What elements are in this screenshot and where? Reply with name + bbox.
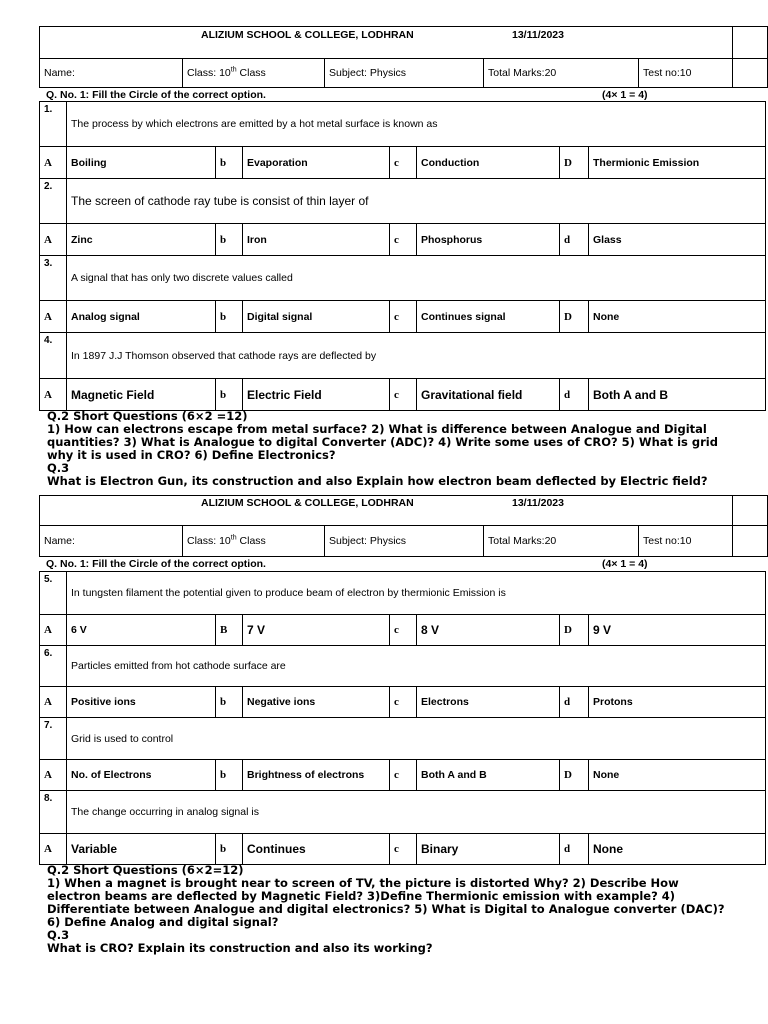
question-text: The process by which electrons are emitted by a hot metal surface is known as [67,102,766,147]
option-letter: c [390,615,417,646]
question-text: The change occurring in analog signal is [67,791,766,834]
question-text: In 1897 J.J Thomson observed that cathode rays are deflected by [67,333,766,379]
total-marks-field: Total Marks:20 [484,526,639,557]
option-letter: d [560,687,589,718]
option-c: Conduction [417,147,560,179]
option-a: Positive ions [67,687,216,718]
option-letter: B [216,615,243,646]
school-name: ALIZIUM SCHOOL & COLLEGE, LODHRAN [201,497,414,509]
header-table-2 [39,495,768,557]
option-letter: d [560,224,589,256]
option-letter: c [390,834,417,865]
option-letter: d [560,834,589,865]
option-a: Zinc [67,224,216,256]
question-number: 3. [40,256,67,301]
test-no-field: Test no:10 [639,526,733,557]
option-c: Continues signal [417,301,560,333]
mcq-table-2 [39,571,766,865]
option-d: Thermionic Emission [589,147,766,179]
option-a: Analog signal [67,301,216,333]
option-d: Protons [589,687,766,718]
q1-heading: Q. No. 1: Fill the Circle of the correct option. (4× 1 = 4) [46,558,648,570]
option-d: 9 V [589,615,766,646]
option-d: None [589,301,766,333]
option-d: None [589,834,766,865]
option-letter: A [40,301,67,333]
option-letter: D [560,760,589,791]
option-d: Glass [589,224,766,256]
option-letter: A [40,224,67,256]
option-c: 8 V [417,615,560,646]
question-text: Grid is used to control [67,718,766,760]
option-b: Evaporation [243,147,390,179]
option-letter: c [390,687,417,718]
q2-heading: Q.2 Short Questions (6×2 =12) [47,409,248,423]
subject-field: Subject: Physics [325,59,484,88]
option-letter: A [40,147,67,179]
option-letter: b [216,834,243,865]
option-b: Digital signal [243,301,390,333]
option-letter: b [216,760,243,791]
option-c: Gravitational field [417,379,560,411]
option-a: Boiling [67,147,216,179]
q3-heading: Q.3 [47,928,70,942]
option-c: Electrons [417,687,560,718]
option-letter: b [216,147,243,179]
q3-text: What is Electron Gun, its construction and also Explain how electron beam deflected by Electric field? [47,474,708,488]
option-letter: c [390,224,417,256]
option-c: Phosphorus [417,224,560,256]
q2-text: 1) When a magnet is brought near to screen of TV, the picture is distorted Why? 2) Describe How electron beams are deflected by Magnetic Field? 3)Define Thermionic emission with example? 4) Differentiate between Analogue and digital electronics? 5) What is Digital to Analogue converter (DAC)? 6) Define Analog and digital signal? [47,876,725,929]
option-a: Magnetic Field [67,379,216,411]
option-letter: A [40,834,67,865]
class-field: Class: 10th Class [183,526,325,557]
option-letter: b [216,379,243,411]
q2-heading: Q.2 Short Questions (6×2=12) [47,863,244,877]
question-number: 2. [40,179,67,224]
mcq-table-1 [39,101,766,411]
option-b: Negative ions [243,687,390,718]
q1-marks: (4× 1 = 4) [602,558,648,570]
option-d: None [589,760,766,791]
option-letter: A [40,760,67,791]
option-a: 6 V [67,615,216,646]
option-letter: c [390,301,417,333]
q1-marks: (4× 1 = 4) [602,89,648,101]
option-letter: b [216,301,243,333]
question-number: 1. [40,102,67,147]
exam-date: 13/11/2023 [512,497,564,509]
option-a: No. of Electrons [67,760,216,791]
option-b: Iron [243,224,390,256]
option-b: Electric Field [243,379,390,411]
option-letter: D [560,615,589,646]
question-text: A signal that has only two discrete values called [67,256,766,301]
school-name: ALIZIUM SCHOOL & COLLEGE, LODHRAN [201,29,414,41]
question-number: 5. [40,572,67,615]
short-questions-2 [47,864,727,955]
q3-text: What is CRO? Explain its construction and also its working? [47,941,433,955]
option-c: Binary [417,834,560,865]
option-letter: D [560,301,589,333]
exam-date: 13/11/2023 [512,29,564,41]
option-a: Variable [67,834,216,865]
test-no-field: Test no:10 [639,59,733,88]
question-number: 8. [40,791,67,834]
option-letter: c [390,379,417,411]
subject-field: Subject: Physics [325,526,484,557]
question-number: 4. [40,333,67,379]
option-b: Continues [243,834,390,865]
question-text: In tungsten filament the potential given to produce beam of electron by thermionic Emission is [67,572,766,615]
option-letter: d [560,379,589,411]
name-field: Name: [40,59,183,88]
option-letter: A [40,615,67,646]
question-number: 7. [40,718,67,760]
option-b: Brightness of electrons [243,760,390,791]
option-letter: b [216,224,243,256]
option-letter: A [40,379,67,411]
q2-text: 1) How can electrons escape from metal surface? 2) What is difference between Analogue and Digital quantities? 3) What is Analogue to digital Converter (ADC)? 4) Write some uses of CRO? 5) What is grid why it is used in CRO? 6) Define Electronics? [47,422,718,462]
class-field: Class: 10th Class [183,59,325,88]
name-field: Name: [40,526,183,557]
option-letter: c [390,760,417,791]
option-letter: A [40,687,67,718]
question-text: Particles emitted from hot cathode surface are [67,646,766,687]
question-text: The screen of cathode ray tube is consist of thin layer of [67,179,766,224]
q3-heading: Q.3 [47,461,70,475]
option-d: Both A and B [589,379,766,411]
question-number: 6. [40,646,67,687]
option-letter: D [560,147,589,179]
total-marks-field: Total Marks:20 [484,59,639,88]
option-b: 7 V [243,615,390,646]
option-letter: b [216,687,243,718]
q1-heading: Q. No. 1: Fill the Circle of the correct option. (4× 1 = 4) [46,89,648,101]
option-letter: c [390,147,417,179]
header-table-1 [39,26,768,88]
option-c: Both A and B [417,760,560,791]
short-questions-1 [47,410,727,488]
